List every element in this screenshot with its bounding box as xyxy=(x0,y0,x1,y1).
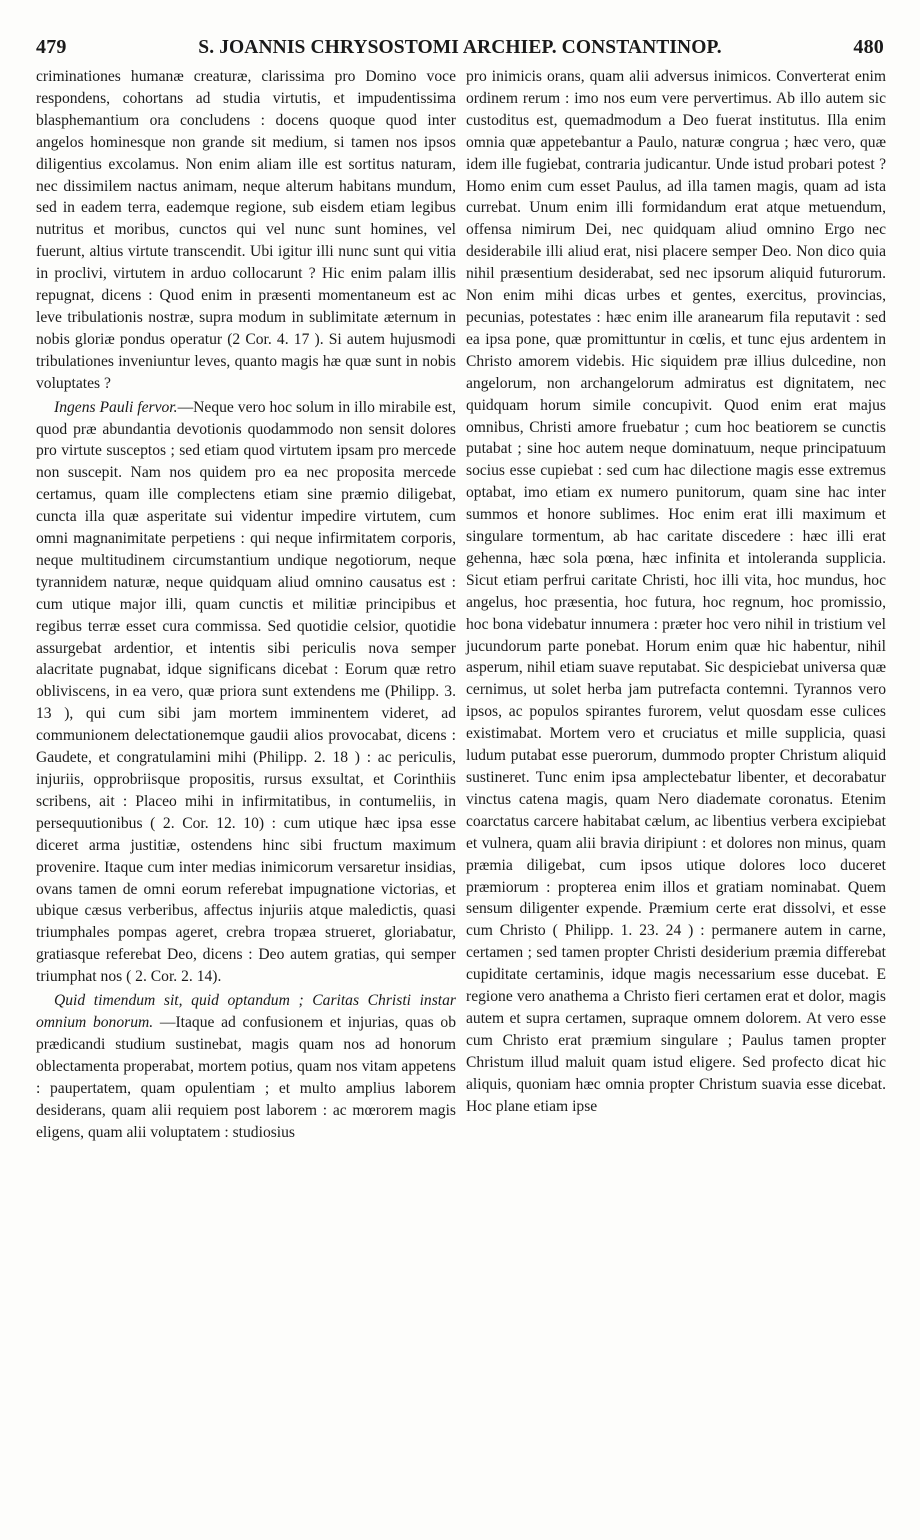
left-paragraph-2 xyxy=(36,397,456,988)
section-heading-fervor: Ingens Pauli fervor. xyxy=(54,398,178,416)
page-number-right: 480 xyxy=(853,36,884,58)
running-title: S. JOANNIS CHRYSOSTOMI ARCHIEP. CONSTANTINOP. xyxy=(198,37,722,58)
left-paragraph-3 xyxy=(36,990,456,1143)
left-column xyxy=(36,66,456,1506)
text-columns xyxy=(36,66,886,1506)
left-paragraph-3-text: —Itaque ad confusionem et injurias, quas ob prædicandi studium sustinebat, magis quam nos ad honorum oblectamenta properabat, mortem potius, quam nos vitam appetens : paupertatem, quam opulentiam ; et multo amplius laborem desiderans, quam alii requiem post laborem : ac mœrorem magis eligens, quam alii voluptatem : studiosius xyxy=(36,1013,457,1141)
left-paragraph-1: criminationes humanæ creaturæ, clarissima pro Domino voce respondens, cohortans ad studia virtutis, et impudentissima blasphemantium ora concludens : docens quoque quod inter angelos hominesque non grande sit medium, si tamen nos ipsos diligentius excolamus. Non enim aliam ille est sortitus naturam, nec dissimilem nactus animam, neque alterum habitans mundum, sed in eadem terra, eademque regione, sub eisdem etiam legibus nutritus et moribus, cunctos qui vel nunc sunt homines, vel fuerunt, altius virtute transcendit. Ubi igitur illi nunc sunt qui vitia in proclivi, virtutem in arduo collocarunt ? Hic enim palam illis repugnat, dicens : Quod enim in præsenti momentaneum est ac leve tribulationis nostræ, supra modum in sublimitate æternum in nobis gloriæ pondus operatur (2 Cor. 4. 17 ). Si autem hujusmodi tribulationes inveniuntur leves, quanto magis hæ quæ sunt in nobis voluptates ? xyxy=(36,68,456,392)
left-paragraph-2-text: —Neque vero hoc solum in illo mirabile est, quod præ abundantia devotionis quodammodo non sensit dolores pro virtute susceptos ; sed etiam quod virtutem ipsam pro mercede non suscepit. Nam nos quidem pro ea nec proposita mercede certamus, quam ille complectens etiam sine præmio diligebat, cuncta illa quæ asperitate sui videntur impedire virtutem, cum omni magnanimitate perpetiens : qui neque infirmitatem corporis, neque multitudinem circumstantium undique negotiorum, neque tyrannidem naturæ, neque quidquam aliud omnino causatus est : cum utique major illi, quam cunctis et militiæ principibus et regibus terræ esset cura commissa. Sed quotidie celsior, quotidie assurgebat ardentior, et intentis sibi periculis nova semper alacritate pugnabat, idque significans dicebat : Eorum quæ retro obliviscens, in ea vero, quæ priora sunt extendens me (Philipp. 3. 13 ), qui cum sibi jam mortem imminentem videret, ad communionem delectationemque gaudii alios provocabat, dicens : Gaudete, et congratulamini mihi (Philipp. 2. 18 ) : ac periculis, injuriis, opprobriisque propositis, rursus exsultat, et Corinthiis scribens, ait : Placeo mihi in infirmitatibus, in contumeliis, in persequutionibus ( 2. Cor. 12. 10) : cum utique hæc ipsa esse diceret arma justitiæ, ostendens hinc sibi fructum maximum provenire. Itaque cum inter medias inimicorum versaretur insidias, ovans tamen de omni eorum referebat impugnatione victorias, et ubique cæsus verberibus, affectus injuriis atque maledictis, quasi triumphales pompas ageret, crebra tropæa strueret, gloriabatur, gratiasque referebat Deo, dicens : Deo autem gratias, qui semper triumphat nos ( 2. Cor. 2. 14). xyxy=(36,398,457,986)
right-column xyxy=(466,66,886,1506)
section-heading-caritas: Quid timendum sit, quid optandum ; Caritas Christi instar omnium bonorum. xyxy=(36,992,456,1031)
running-head xyxy=(36,36,884,64)
page-number-left: 479 xyxy=(36,36,67,58)
right-paragraph-1: pro inimicis orans, quam alii adversus inimicos. Converterat enim ordinem rerum : imo nos eum vere pervertimus. Ab illo autem sic custoditus est, quemadmodum a Deo fuerat institutus. Illa enim omnia quæ appetebantur a Paulo, naturæ congrua ; hæc vero, quæ idem ille fugiebat, contraria judicantur. Unde istud probari potest ? Homo enim cum esset Paulus, ad illa tamen magis, quam ad ista currebat. Unum enim illi formidandum erat atque metuendum, offensa nimirum Dei, nec quidquam aliud omnino Ergo nec desiderabile illi aliud erat, nisi placere semper Deo. Non dico quia nihil præsentium desiderabat, sed nec ipsorum aliquid futurorum. Non enim mihi dicas urbes et gentes, exercitus, provincias, pecunias, potestates : hæc enim ille aranearum fila reputavit : sed ea ipsa pone, quæ promittuntur in cœlis, et tunc ejus ardentem in Christo amorem videbis. Hic siquidem præ illius dulcedine, non angelorum, non archangelorum admiratus est dignitatem, nec quidquam horum simile concupivit. Quod enim erat majus omnibus, Christi amore fruebatur ; cum hoc beatiorem se cunctis putabat ; sine hoc autem neque dominatuum, neque principatuum socius esse cupiebat : sed cum hac dilectione magis esse extremus optabat, imo etiam ex numero punitorum, quam sine hac inter summos et honore sublimes. Hoc enim erat illi maximum et singulare tormentum, ab hac caritate discedere : hæc illi erat gehenna, hæc sola pœna, hæc infinita et intoleranda supplicia. Sicut etiam perfrui caritate Christi, hoc illi vita, hoc mundus, hoc angelus, hoc præsentia, hoc futura, hoc regnum, hoc promissio, hoc bona videbatur innumera : præter hoc vero nihil in tristium vel jucundorum parte ponebat. Horum enim quæ hic habentur, nihil asperum, nihil etiam suave reputabat. Sic despiciebat universa quæ cernimus, ut solet herba jam putrefacta contemni. Tyrannos vero ipsos, ac populos spirantes furorem, velut quosdam esse culices existimabat. Mortem vero et cruciatus et mille supplicia, quasi ludum putabat esse puerorum, dummodo propter Christum aliquid sustineret. Tunc enim ipsa amplectebatur libenter, et decorabatur vinctus catena magis, quam Nero diademate coronatus. Etenim coarctatus carcere habitabat cælum, ac libentius verbera excipiebat et vulnera, quam alii bravia diripiunt : et dolores non minus, quam præmia diligebat, cum ipsos utique dolores loco duceret præmiorum : propterea enim illos et gratiam nominabat. Quem sensum diligenter expende. Præmium certe erat dissolvi, et esse cum Christo ( Philipp. 1. 23. 24 ) : permanere autem in carne, certamen ; sed tamen propter Christi desiderium præmia differebat cupiditate certaminis, idque magis necessarium esse ducebat. E regione vero anathema a Christo fieri certamen erat et dolor, magis autem et supra certamen, supraque omnem dolorem. At vero esse cum Christo erat præmium singulare ; Paulus tamen propter Christum illud maluit quam istud eligere. Sed profecto dicat hic aliquis, quoniam hæc omnia propter Christum suavia esse dicebat. Hoc plane etiam ipse xyxy=(466,68,886,1115)
